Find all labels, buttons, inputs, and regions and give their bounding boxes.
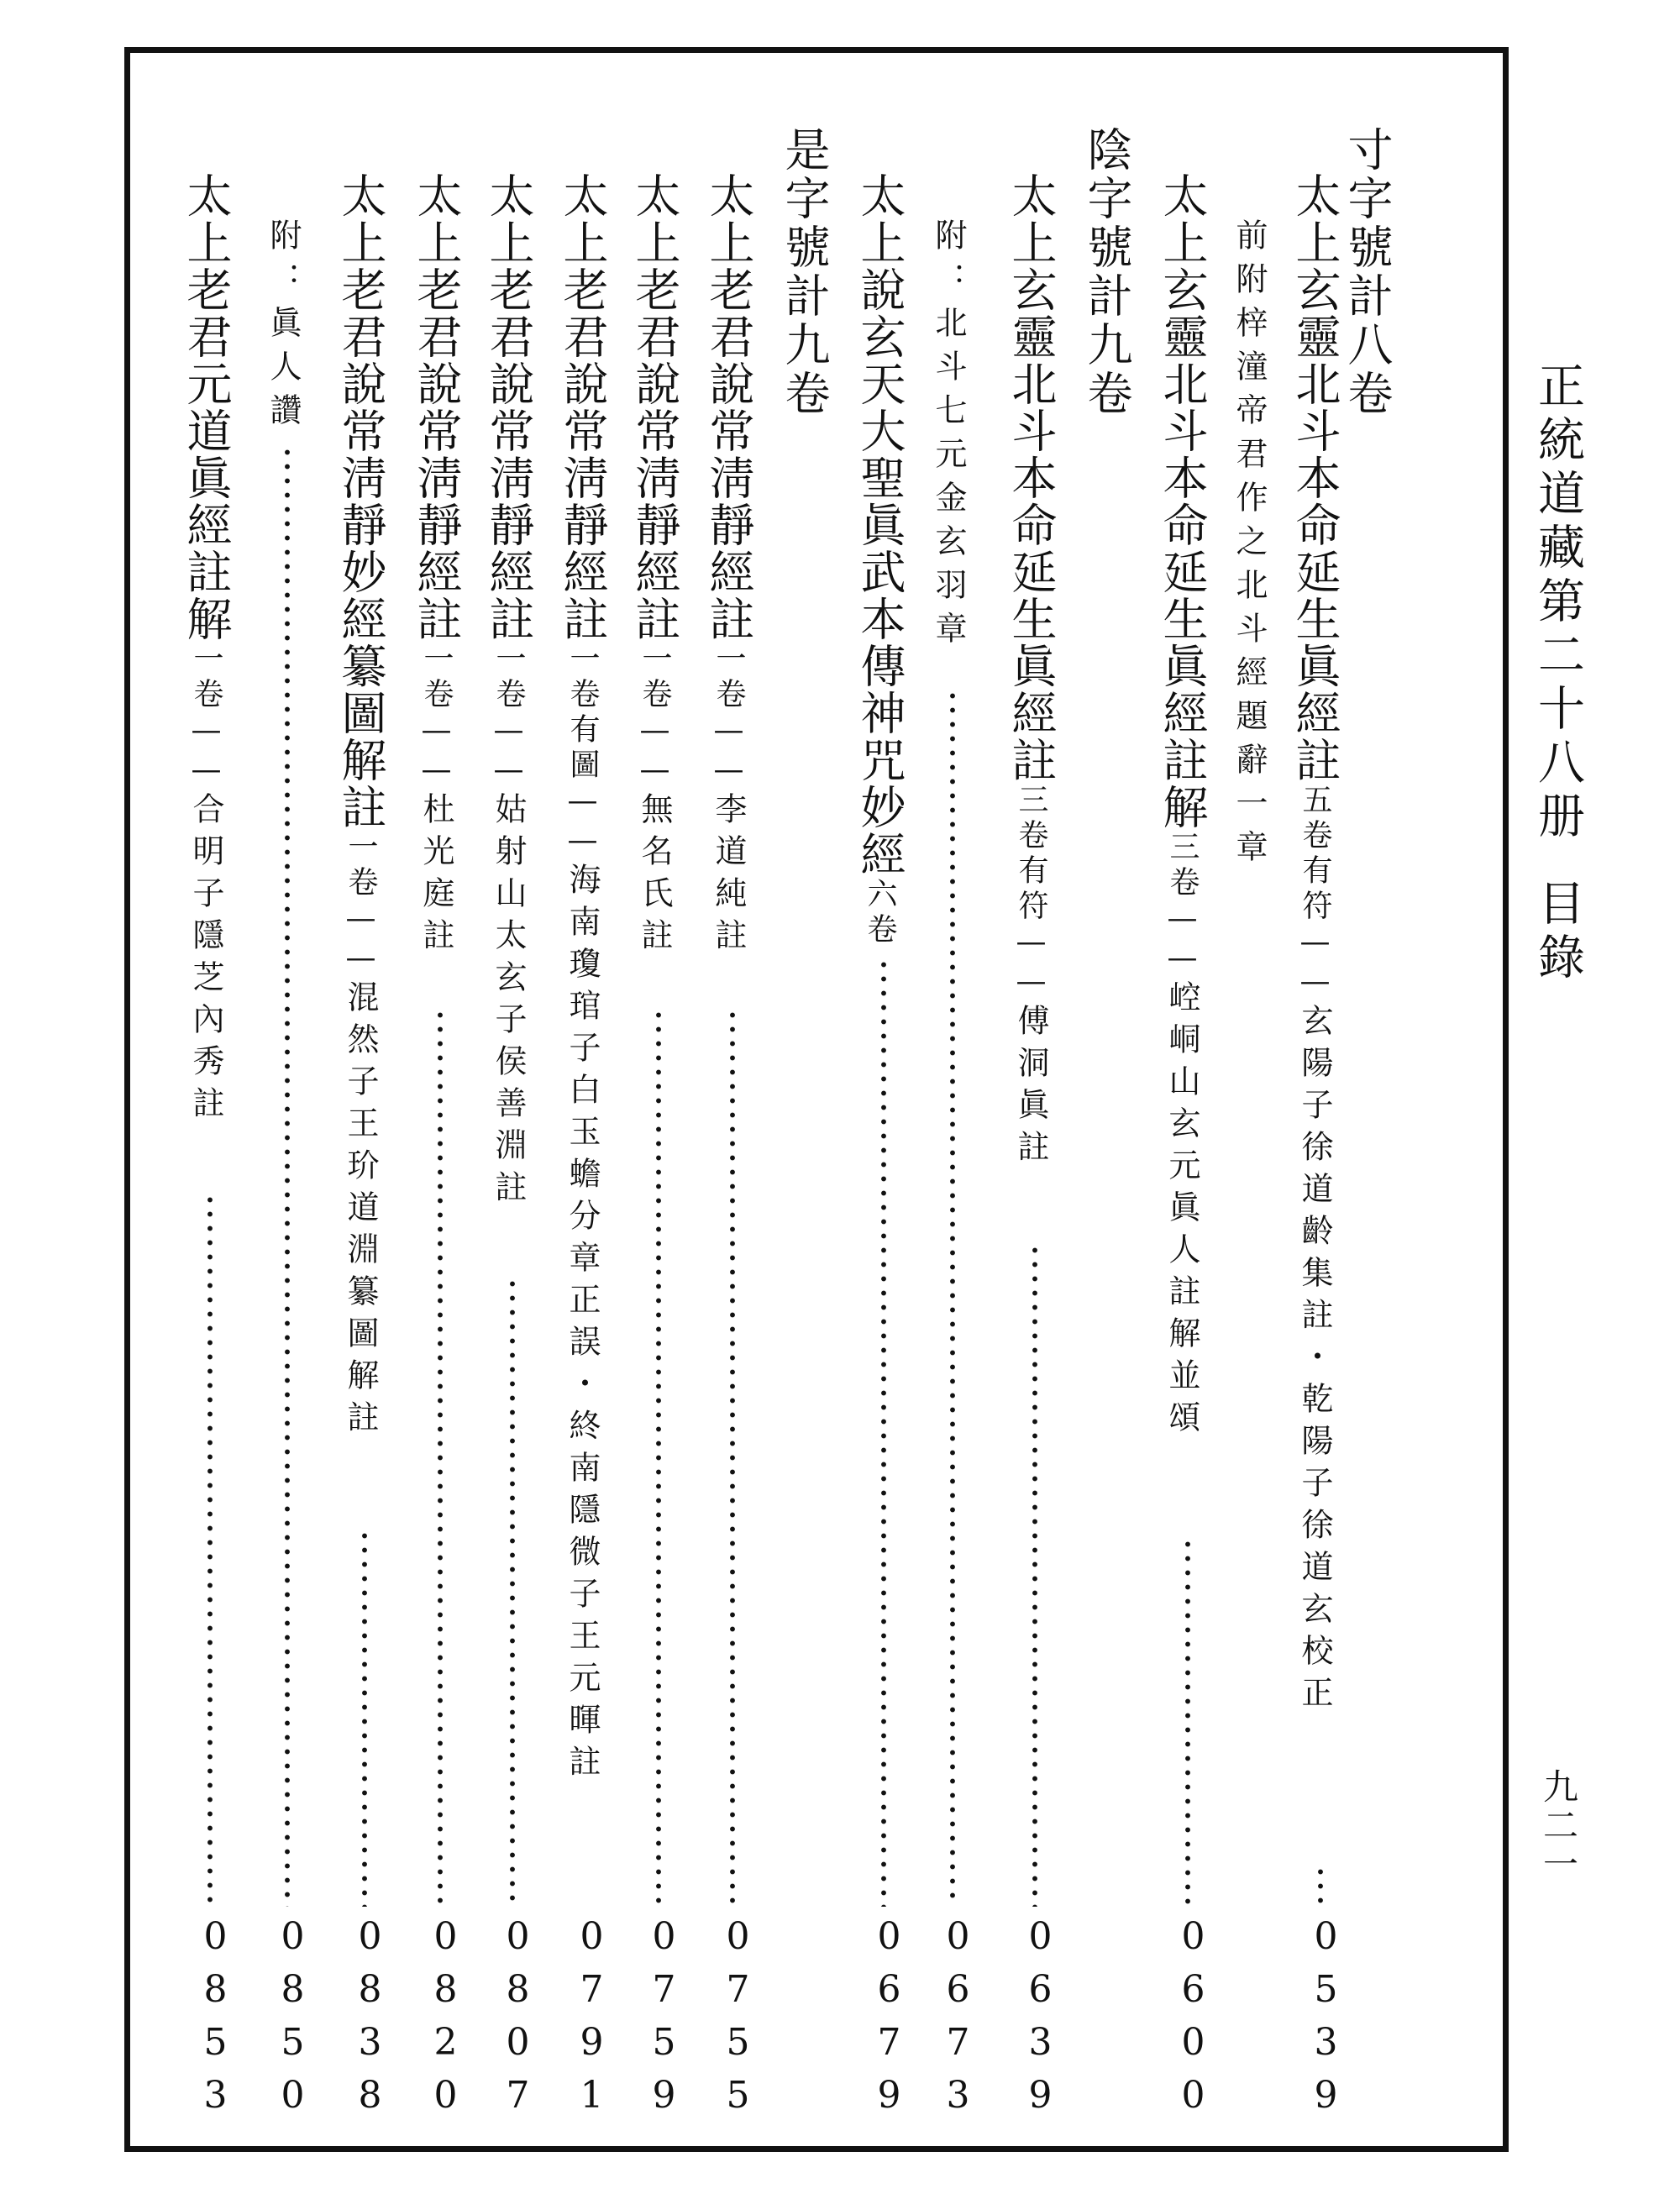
entry-title: 太上玄靈北斗本命延生眞經註 — [1289, 172, 1341, 784]
entry-editors: 海南瓊琯子白玉蟾分章正誤・終南隱微子王元暉註 — [564, 863, 601, 1787]
toc-entry: 太上老君說常淸靜經註一卷——杜光庭註 — [410, 172, 463, 960]
toc-appendix: 附：眞人讚 — [265, 218, 302, 437]
entry-volumes: 六卷 — [863, 878, 897, 948]
entry-editors: 無名氏註 — [636, 792, 673, 960]
entry-page: 0673 — [937, 1915, 979, 2127]
entry-title: 太上老君說常淸靜經註 — [410, 172, 463, 643]
entry-editors: 崆峒山玄元眞人註解並頌 — [1163, 980, 1200, 1442]
entry-page: 0539 — [1305, 1915, 1347, 2127]
entry-page: 0755 — [717, 1915, 759, 2127]
section-heading: 陰字號計九卷 — [1080, 126, 1133, 418]
leader-dots — [1032, 1243, 1038, 1907]
entry-volumes: 三卷 — [1165, 831, 1200, 901]
toc-entry: 太上老君說常淸靜經註一卷有圖——海南瓊琯子白玉蟾分章正誤・終南隱微子王元暉註 — [556, 172, 609, 1787]
appendix-label: 附 — [265, 218, 302, 262]
entry-title: 太上說玄天大聖眞武本傳神咒妙經 — [853, 172, 906, 878]
toc-entry: 太上玄靈北斗本命延生眞經註解三卷——崆峒山玄元眞人註解並頌 — [1156, 172, 1209, 1442]
entry-title: 太上老君說常淸靜經註 — [628, 172, 681, 643]
entry-editors: 杜光庭註 — [417, 792, 454, 960]
entry-title: 太上老君說常淸靜經註 — [556, 172, 609, 643]
leader-dots — [437, 1008, 444, 1907]
entry-title: 太上玄靈北斗本命延生眞經註 — [1005, 172, 1058, 784]
toc-entry: 太上老君說常淸靜妙經纂圖解註一卷——混然子王玠道淵纂圖解註 — [334, 172, 387, 1442]
leader-dots — [729, 1008, 736, 1907]
toc-entry: 太上老君元道眞經註解一卷——合明子隱芝內秀註 — [180, 172, 233, 1128]
entry-volumes: 一卷 — [711, 643, 746, 713]
leader-dots — [284, 445, 291, 1907]
entry-page: 0838 — [349, 1915, 391, 2127]
entry-volumes: 一卷 — [638, 643, 672, 713]
entry-title: 太上玄靈北斗本命延生眞經註解 — [1156, 172, 1209, 831]
leader-dots — [1184, 1537, 1191, 1907]
section-label: 目錄 — [1530, 879, 1585, 986]
entry-page: 0639 — [1019, 1915, 1062, 2127]
toc-entry: 太上玄靈北斗本命延生眞經註三卷有符——傅洞眞註 — [1005, 172, 1058, 1172]
entry-title: 太上老君說常淸靜妙經纂圖解註 — [334, 172, 387, 831]
entry-volumes: 五卷有符 — [1298, 784, 1332, 925]
entry-page: 0850 — [271, 1915, 314, 2127]
entry-volumes: 三卷有符 — [1014, 784, 1048, 925]
leader-dots — [361, 1529, 368, 1907]
leader-dots — [949, 689, 956, 1907]
entry-volumes: 一卷有圖 — [565, 643, 600, 784]
volume-title-text: 正統道藏第二十八册 — [1530, 361, 1585, 845]
page-number: 九二一 — [1538, 1768, 1579, 1884]
volume-title — [1530, 361, 1585, 986]
appendix-title: 眞人讚 — [265, 306, 302, 437]
entry-volumes: 一卷 — [189, 643, 223, 713]
entry-editors: 傅洞眞註 — [1012, 1004, 1049, 1172]
entry-page: 0600 — [1172, 1915, 1215, 2127]
toc-entry: 太上老君說常淸靜經註一卷——李道純註 — [702, 172, 755, 960]
appendix-label: 附 — [930, 218, 967, 262]
toc-entry: 太上老君說常淸靜經註一卷——無名氏註 — [628, 172, 681, 960]
toc-entry: 太上玄靈北斗本命延生眞經註五卷有符——玄陽子徐道齡集註・乾陽子徐道玄校正 — [1289, 172, 1341, 1718]
leader-dots — [207, 1193, 213, 1907]
entry-page: 0853 — [194, 1915, 237, 2127]
toc-entry: 太上老君說常淸靜經註一卷——姑射山太玄子侯善淵註 — [482, 172, 535, 1212]
entry-page: 0807 — [496, 1915, 539, 2127]
entry-page: 0759 — [643, 1915, 685, 2127]
entry-page: 0679 — [868, 1915, 911, 2127]
entry-page: 0820 — [424, 1915, 467, 2127]
leader-dots — [509, 1277, 516, 1907]
entry-title: 太上老君說常淸靜經註 — [702, 172, 755, 643]
entry-title: 太上老君說常淸靜經註 — [482, 172, 535, 643]
entry-volumes: 一卷 — [491, 643, 526, 713]
entry-editors: 混然子王玠道淵纂圖解註 — [342, 980, 379, 1442]
entry-volumes: 一卷 — [344, 831, 378, 901]
entry-editors: 李道純註 — [710, 792, 747, 960]
entry-page: 0791 — [570, 1915, 613, 2127]
toc-appendix: 附：北斗七元金玄羽章 — [930, 218, 967, 655]
leader-dots — [880, 958, 887, 1907]
appendix-title: 北斗七元金玄羽章 — [930, 306, 967, 655]
entry-editors: 姑射山太玄子侯善淵註 — [490, 792, 527, 1212]
section-heading: 寸字號計八卷 — [1341, 126, 1394, 418]
entry-editors: 玄陽子徐道齡集註・乾陽子徐道玄校正 — [1296, 1004, 1333, 1718]
section-heading: 是字號計九卷 — [778, 126, 831, 418]
entry-title: 太上老君元道眞經註解 — [180, 172, 233, 643]
leader-dots — [1317, 1865, 1324, 1911]
entry-editors: 合明子隱芝內秀註 — [187, 792, 224, 1128]
toc-note: 前附梓潼帝君作之北斗經題辭一章 — [1231, 218, 1268, 874]
leader-dots — [655, 1008, 662, 1907]
toc-entry — [853, 172, 906, 948]
entry-volumes: 一卷 — [419, 643, 454, 713]
